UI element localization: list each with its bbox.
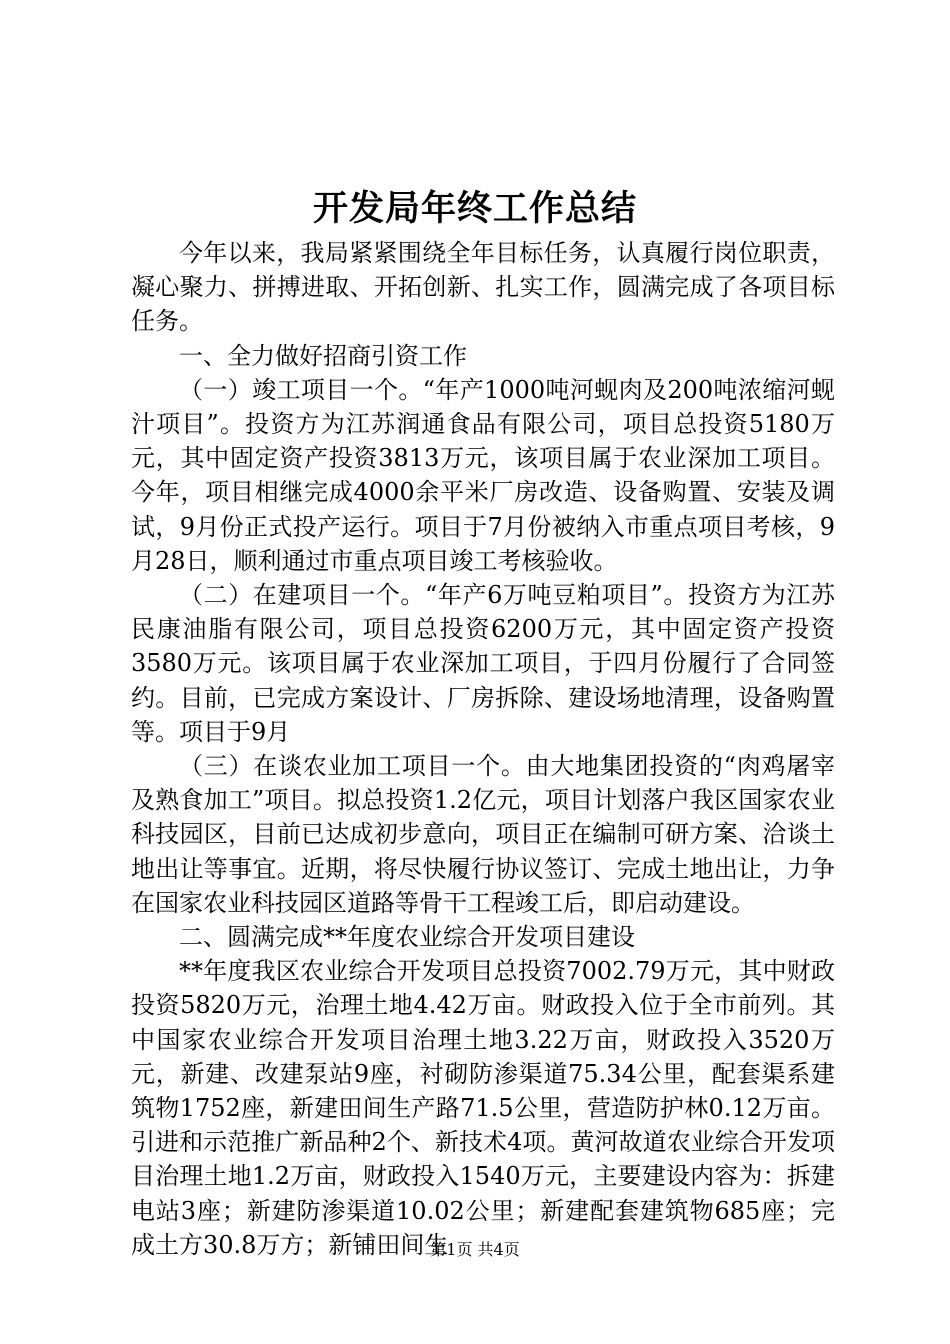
paragraph-completed-project: （一）竣工项目一个。“年产1000吨河蚬肉及200吨浓缩河蚬汁项目”。投资方为江苏润通食品有限公司，项目总投资5180万元，其中固定资产投资3813万元，该项目属于农业深加工项目。今年，项目相继完成4000余平米厂房改造、设备购置、安装及调试，9月份正式投产运行。项目于7月份被纳入市重点项目考核，9月28日，顺利通过市重点项目竣工考核验收。 <box>131 375 835 575</box>
section-heading-2: 二、圆满完成**年度农业综合开发项目建设 <box>179 923 635 952</box>
section-heading-1: 一、全力做好招商引资工作 <box>179 341 467 370</box>
document-body <box>131 236 835 1262</box>
paragraph-ongoing-project: （二）在建项目一个。“年产6万吨豆粕项目”。投资方为江苏民康油脂有限公司，项目总投资6200万元，其中固定资产投资3580万元。该项目属于农业深加工项目，于四月份履行了合同签约。目前，已完成方案设计、厂房拆除、建设场地清理，设备购置等。项目于9月 <box>131 581 835 746</box>
page-footer: 第1页 共4页 <box>430 1240 520 1259</box>
paragraph-negotiating-project: （三）在谈农业加工项目一个。由大地集团投资的“肉鸡屠宰及熟食加工”项目。拟总投资1.2亿元，项目计划落户我区国家农业科技园区，目前已达成初步意向，项目正在编制可研方案、洽谈土地出让等事宜。近期，将尽快履行协议签订、完成土地出让，力争在国家农业科技园区道路等骨干工程竣工后，即启动建设。 <box>131 752 835 917</box>
document-title: 开发局年终工作总结 <box>312 188 637 229</box>
paragraph-intro: 今年以来，我局紧紧围绕全年目标任务，认真履行岗位职责，凝心聚力、拼搏进取、开拓创新、扎实工作，圆满完成了各项目标任务。 <box>131 239 835 336</box>
paragraph-agri-development: **年度我区农业综合开发项目总投资7002.79万元，其中财政投资5820万元，治理土地4.42万亩。财政投入位于全市前列。其中国家农业综合开发项目治理土地3.22万亩，财政投入3520万元，新建、改建泵站9座，衬砌防渗渠道75.34公里，配套渠系建筑物1752座，新建田间生产路71.5公里，营造防护林0.12万亩。引进和示范推广新品种2个、新技术4项。黄河故道农业综合开发项目治理土地1.2万亩，财政投入1540万元，主要建设内容为：拆建电站3座；新建防渗渠道10.02公里；新建配套建筑物685座；完成土方30.8万方；新铺田间生 <box>131 957 835 1259</box>
